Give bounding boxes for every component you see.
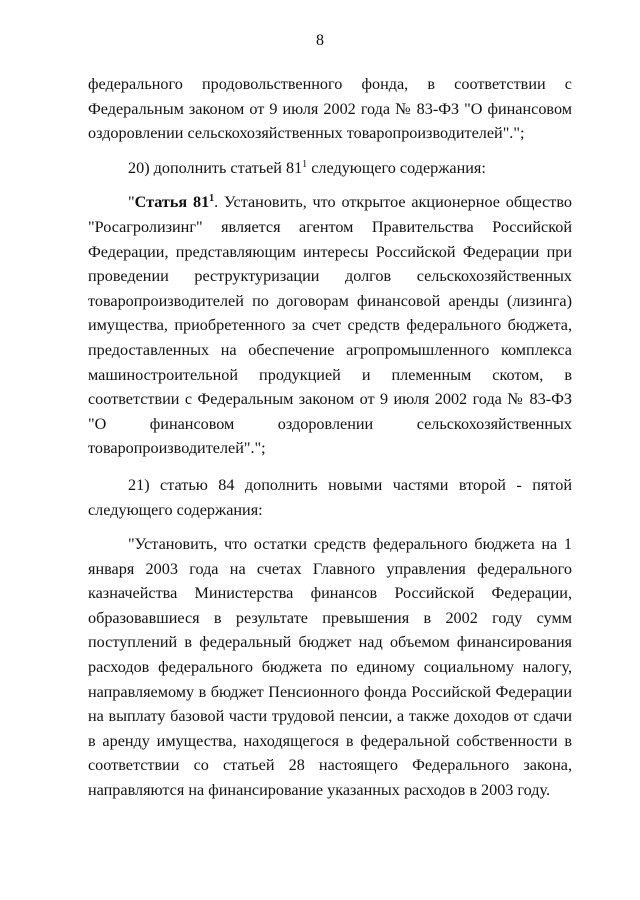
article-label-superscript: 1 — [209, 193, 215, 205]
paragraph-item-21: 21) статью 84 дополнить новыми частями второй - пятой следующего содержания: — [88, 475, 572, 519]
article-label — [135, 193, 215, 211]
paragraph-item-20 — [88, 156, 572, 181]
paragraph-article-81-1 — [88, 190, 572, 461]
article-label-text: Статья 81 — [134, 193, 210, 212]
item-20-prefix: 20) дополнить статьей 81 — [128, 158, 303, 177]
item-20-suffix: следующего содержания: — [307, 158, 486, 177]
item-20-superscript: 1 — [302, 158, 308, 170]
document-body — [88, 72, 572, 803]
article-label-dot: . — [214, 193, 219, 212]
article-body-text: Установить, что открытое акционерное общество "Росагролизинг" является агентом Правительства Российской Федерации, представляющим интересы Российской Федерации при проведении реструктуризации долгов сельскохозяйственных товаропроизводителей по договорам финансовой аренды (лизинга) имущества, приобретенного за счет средств федерального бюджета, предоставленных на обеспечение агропромышленного комплекса машиностроительной продукцией и племенным скотом, в соответствии с Федеральным законом от 9 июля 2002 года № 83-ФЗ "О финансовом оздоровлении сельскохозяйственных товаропроизводителей"."; — [88, 193, 572, 458]
article-open-quote: " — [128, 193, 135, 212]
paragraph-continuation: федерального продовольственного фонда, в соответствии с Федеральным законом от 9 июля 2002 года № 83-ФЗ "О финансовом оздоровлении сельскохозяйственных товаропроизводителей"."; — [88, 75, 572, 143]
paragraph-establish: "Установить, что остатки средств федерального бюджета на 1 января 2003 года на счетах Главного управления федерального казначейства Министерства финансов Российской Федерации, образовавшиеся в результате превышения в 2002 году сумм поступлений в федеральный бюджет над объемом финансирования расходов федерального бюджета по единому социальному налогу, направляемому в бюджет Пенсионного фонда Российской Федерации на выплату базовой части трудовой пенсии, а также доходов от сдачи в аренду имущества, находящегося в федеральной собственности в соответствии со статьей 28 настоящего Федерального закона, направляются на финансирование указанных расходов в 2003 году. — [88, 535, 572, 800]
page-number: 8 — [316, 32, 324, 49]
